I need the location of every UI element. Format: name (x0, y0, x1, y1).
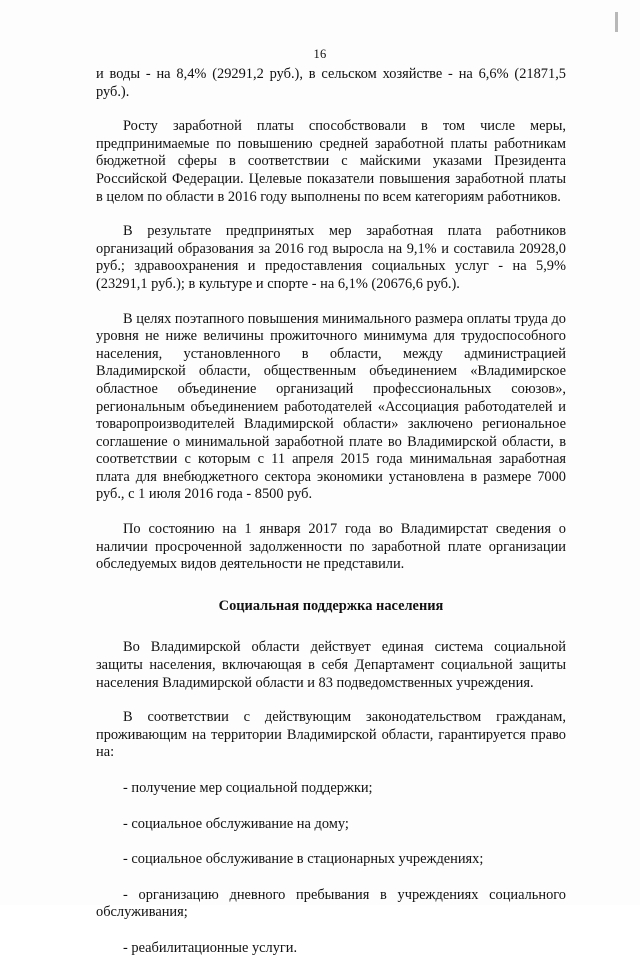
paragraph-minimum-wage: В целях поэтапного повышения минимального размера оплаты труда до уровня не ниже величины прожиточного минимума для трудоспособного населения, установленного в области, между администрацией Владимирской области, общественным объединением «Владимирское областное объединение организаций профессиональных союзов», региональным объединением работодателей «Ассоциация работодателей и товаропроизводителей Владимирской области» заключено региональное соглашение о минимальной заработной плате во Владимирской области, в соответствии с которым с 11 апреля 2015 года минимальная заработная плата для внебюджетного сектора экономики установлена в размере 7000 руб., с 1 июля 2016 года - 8500 руб. (96, 310, 566, 503)
scan-mark (615, 12, 618, 32)
paragraph-wage-results: В результате предпринятых мер заработная плата работников организаций образования за 2016 год выросла на 9,1% и составила 20928,0 руб.; здравоохранения и предоставления социальных услуг - на 5,9% (23291,1 руб.); в культуре и спорте - на 6,1% (20676,6 руб.). (96, 223, 566, 292)
paragraph-continued: и воды - на 8,4% (29291,2 руб.), в сельском хозяйстве - на 6,6% (21871,5 руб.). (96, 66, 566, 100)
list-item: - социальное обслуживание в стационарных учреждениях; (123, 851, 484, 868)
page-number: 16 (313, 47, 327, 61)
list-item: - организацию дневного пребывания в учреждениях социального обслуживания; (96, 886, 566, 921)
list-item: - получение мер социальной поддержки; (123, 780, 373, 796)
paragraph-social-system: Во Владимирской области действует единая система социальной защиты населения, включающая в себя Департамент социальной защиты населения Владимирской области и 83 подведомственных учреждения. (96, 639, 566, 691)
page-content (96, 66, 566, 958)
paragraph-rights-intro: В соответствии с действующим законодательством гражданам, проживающим на территории Владимирской области, гарантируется право на: (96, 709, 566, 761)
paragraph-wage-growth: Росту заработной платы способствовали в том числе меры, предпринимаемые по повышению средней заработной платы работникам бюджетной сферы в соответствии с майскими указами Президента Российской Федерации. Целевые показатели повышения заработной платы в целом по области в 2016 году выполнены по всем категориям работников. (96, 118, 566, 205)
paragraph-wage-arrears: По состоянию на 1 января 2017 года во Владимирстат сведения о наличии просроченной задолженности по заработной плате организации обследуемых видов деятельности не представили. (96, 521, 566, 573)
list-item: - социальное обслуживание на дому; (123, 815, 349, 832)
list-item: - реабилитационные услуги. (123, 939, 298, 956)
section-heading: Социальная поддержка населения (218, 597, 444, 614)
